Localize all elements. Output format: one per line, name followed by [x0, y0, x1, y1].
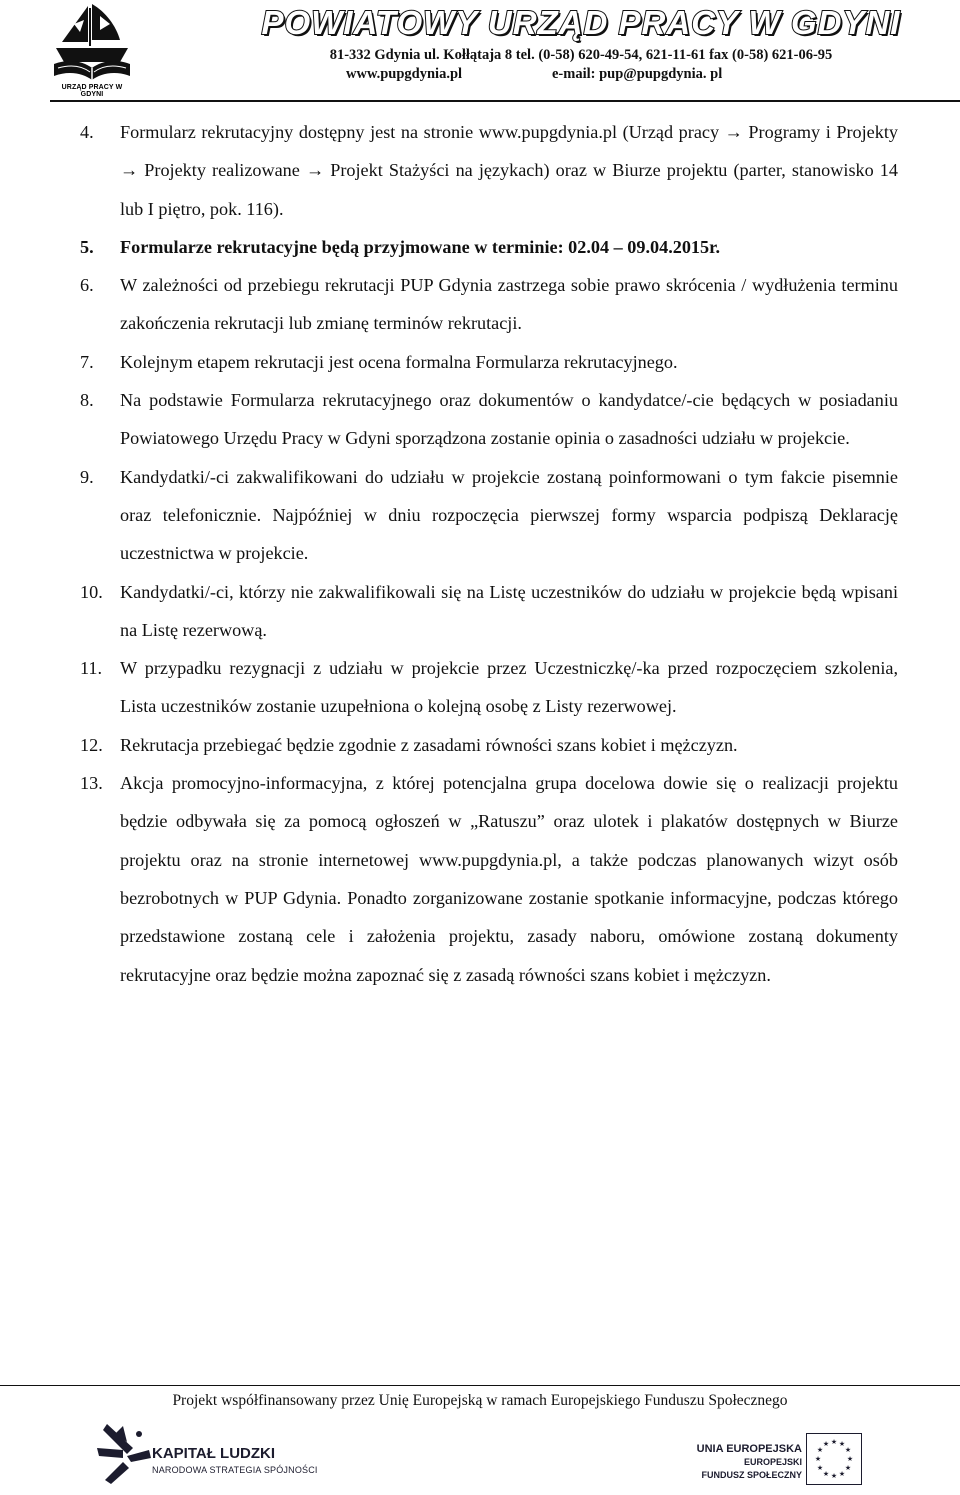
item-text: W zależności od przebiegu rekrutacji PUP Gdynia zastrzega sobie prawo skrócenia / wydłużenia terminu zakończenia rekrutacji lub zmianę terminów rekrutacji.	[120, 275, 898, 334]
item-number: 8.	[80, 390, 94, 411]
item-number: 5.	[80, 236, 94, 257]
svg-text:★: ★	[816, 1446, 824, 1454]
svg-text:★: ★	[838, 1470, 846, 1478]
item-text: Kandydatki/-ci, którzy nie zakwalifikowali się na Listę uczestników do udziału w projekcie będą wpisani na Listę rezerwową.	[120, 581, 898, 640]
eu-line-2: EUROPEJSKI	[743, 1457, 802, 1467]
item-number: 9.	[80, 466, 94, 487]
item-number: 7.	[80, 351, 94, 372]
list-item	[0, 381, 960, 458]
list-item	[0, 573, 960, 650]
svg-text:★: ★	[814, 1455, 822, 1463]
eu-line-1: UNIA EUROPEJSKA	[696, 1443, 802, 1455]
eu-flag-icon	[806, 1433, 862, 1485]
header-email-link[interactable]: e-mail: pup@pupgdynia. pl	[552, 66, 723, 82]
item-text: Kandydatki/-ci zakwalifikowani do udziału w projekcie zostaną poinformowani o tym fakcie pisemnie oraz telefonicznie. Najpóźniej w dniu rozpoczęcia pierwszej formy wsparcia podpiszą Deklarację uczestnictwa w projekcie.	[120, 466, 898, 564]
header-title: POWIATOWY URZĄD PRACY W GDYNI	[261, 4, 901, 41]
item-text: W przypadku rezygnacji z udziału w projekcie przez Uczestniczkę/-ka przed rozpoczęciem szkolenia, Lista uczestników zostanie uzupełniona o kolejną osobę z Listy rezerwowej.	[120, 658, 898, 717]
svg-text:★: ★	[830, 1472, 838, 1480]
svg-text:★: ★	[822, 1440, 830, 1448]
list-item	[0, 649, 960, 726]
svg-text:★: ★	[822, 1470, 830, 1478]
item-text: Na podstawie Formularza rekrutacyjnego oraz dokumentów o kandydatce/-cie będących w posiadaniu Powiatowego Urzędu Pracy w Gdyni sporządzona zostanie opinia o zasadności udziału w projekcie.	[120, 390, 898, 449]
svg-text:★: ★	[830, 1438, 838, 1446]
page-header	[0, 0, 960, 102]
item-number: 10.	[80, 581, 103, 602]
svg-text:★: ★	[846, 1455, 854, 1463]
item-text: Akcja promocyjno-informacyjna, z której potencjalna grupa docelowa dowie się o realizacji projektu będzie odbywała się za pomocą ogłoszeń w „Ratuszu” oraz ulotek i plakatów dostępnych w Biurze projektu oraz na stronie internetowej www.pupgdynia.pl, a także podczas planowanych wizyt osób bezrobotnych w PUP Gdynia. Ponadto zorganizowane zostanie spotkanie informacyjne, podczas którego przedstawione zostaną cele i założenia projektu, zasady naboru, omówione zostaną dokumenty rekrutacyjne oraz będzie można zapoznać się z zasadą równości szans kobiet i mężczyzn.	[120, 773, 898, 985]
item-text: Kolejnym etapem rekrutacji jest ocena formalna Formularza rekrutacyjnego.	[120, 351, 678, 372]
logo-caption: URZĄD PRACY W GDYNI	[61, 84, 123, 98]
item-number: 6.	[80, 275, 94, 296]
list-item	[0, 343, 960, 381]
list-item	[0, 113, 960, 228]
eu-line-3: FUNDUSZ SPOŁECZNY	[701, 1470, 802, 1480]
svg-text:★: ★	[816, 1464, 824, 1472]
eu-text-block	[670, 1443, 802, 1482]
item-number: 12.	[80, 734, 103, 755]
kl-title: KAPITAŁ LUDZKI	[152, 1445, 276, 1462]
list-item	[0, 266, 960, 343]
kl-subtitle: NARODOWA STRATEGIA SPÓJNOŚCI	[152, 1465, 318, 1475]
list-item	[0, 764, 960, 994]
svg-text:★: ★	[838, 1440, 846, 1448]
item-number: 4.	[80, 122, 94, 142]
list-item	[0, 458, 960, 573]
item-number: 11.	[80, 658, 103, 679]
item-number: 13.	[80, 773, 103, 794]
cofinance-text: Projekt współfinansowany przez Unię Europejską w ramach Europejskiego Funduszu Społecznego	[172, 1392, 788, 1409]
item-text: Rekrutacja przebiegać będzie zgodnie z zasadami równości szans kobiet i mężczyzn.	[120, 734, 738, 755]
item-text: Formularz rekrutacyjny dostępny jest na stronie www.pupgdynia.pl (Urząd pracy → Programy i Projekty → Projekty realizowane → Projekt Stażyści na językach) oraz w Biurze projektu (parter, stanowisko 14 lub I piętro, pok. 116).	[120, 122, 898, 219]
svg-text:★: ★	[844, 1464, 852, 1472]
list-item	[0, 228, 960, 266]
list-item	[0, 726, 960, 764]
header-website-link[interactable]: www.pupgdynia.pl	[346, 66, 463, 82]
item-text: Formularze rekrutacyjne będą przyjmowane w terminie: 02.04 – 09.04.2015r.	[120, 236, 721, 257]
header-address: 81-332 Gdynia ul. Kołłątaja 8 tel. (0-58) 620-49-54, 621-11-61 fax (0-58) 621-06-95	[329, 47, 833, 63]
rules-list	[0, 113, 960, 994]
kapital-ludzki-logo-icon	[93, 1420, 161, 1488]
office-logo-icon	[50, 2, 134, 100]
footer-divider	[0, 1385, 960, 1386]
header-divider	[50, 100, 960, 102]
svg-text:★: ★	[844, 1446, 852, 1454]
